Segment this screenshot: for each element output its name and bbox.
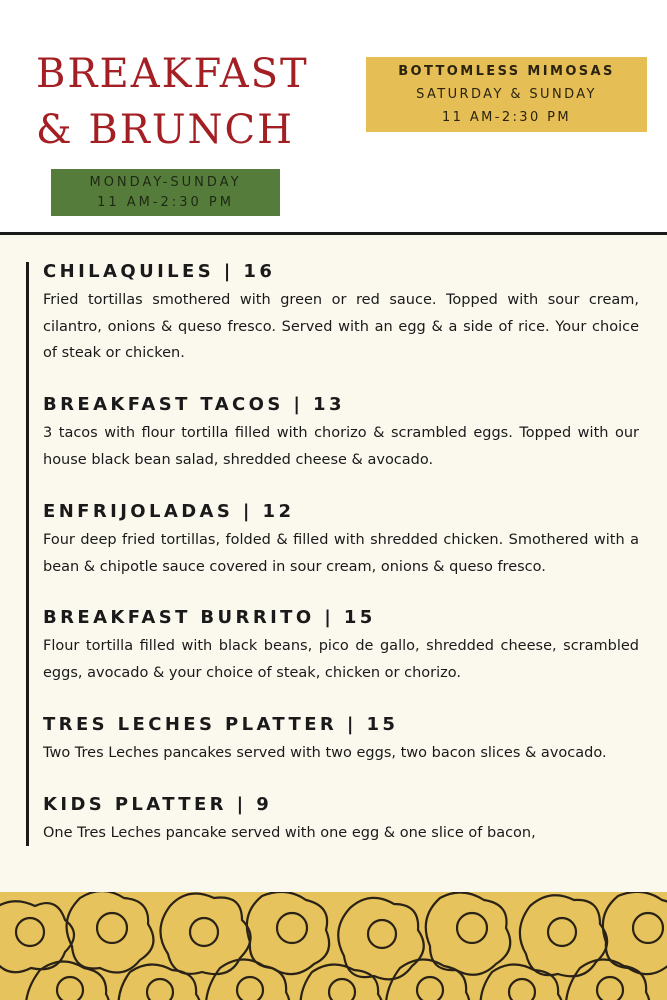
promo-time: 11 AM-2:30 PM (441, 110, 572, 125)
egg-yolk-icon (548, 918, 576, 946)
egg-yolk-icon (237, 977, 263, 1000)
menu-item-name: CHILAQUILES | 16 (43, 261, 276, 282)
promo-title: BOTTOMLESS MIMOSAS (398, 64, 615, 79)
hours-badge (51, 169, 280, 216)
hours-time: 11 AM-2:30 PM (97, 195, 234, 210)
menu-item-breakfast-tacos (43, 395, 639, 473)
egg-yolk-icon (633, 913, 663, 943)
menu-item-chilaquiles (43, 262, 639, 367)
menu-item-enfrijoladas (43, 502, 639, 580)
egg-yolk-icon (509, 979, 535, 1000)
egg-yolk-icon (368, 920, 396, 948)
egg-white-icon (300, 964, 383, 1000)
egg-white-icon (520, 895, 607, 976)
promo-days: SATURDAY & SUNDAY (416, 87, 597, 102)
egg-white-icon (206, 959, 290, 1000)
egg-white-icon (118, 964, 201, 1000)
menu-item-description: One Tres Leches pancake served with one egg & one slice of bacon, (43, 825, 536, 841)
egg-white-icon (338, 898, 424, 979)
egg-yolk-icon (597, 977, 623, 1000)
menu-item-description: 3 tacos with flour tortilla filled with chorizo & scrambled eggs. Topped with our house black bean salad, shredded cheese & avocado. (43, 425, 639, 468)
egg-yolk-icon (57, 977, 83, 1000)
egg-yolk-icon (277, 913, 307, 943)
egg-yolk-icon (147, 979, 173, 1000)
title-line-1: BREAKFAST (36, 51, 309, 97)
hours-days: MONDAY-SUNDAY (89, 175, 242, 190)
fried-egg-pattern-art (0, 892, 667, 1000)
page-title (36, 46, 309, 158)
title-line-2: & BRUNCH (36, 107, 295, 153)
menu-item-name: BREAKFAST BURRITO | 15 (43, 607, 376, 628)
menu-item-tres-leches-platter (43, 715, 639, 767)
egg-white-icon (566, 959, 650, 1000)
menu-item-name: TRES LECHES PLATTER | 15 (43, 714, 399, 735)
fried-egg-pattern (0, 892, 667, 1000)
menu-item-name: ENFRIJOLADAS | 12 (43, 501, 295, 522)
menu-item-description: Fried tortillas smothered with green or red sauce. Topped with sour cream, cilantro, onions & queso fresco. Served with an egg & a side of rice. Your choice of steak or chicken. (43, 292, 639, 361)
egg-white-icon (67, 892, 154, 973)
egg-yolk-icon (97, 913, 127, 943)
egg-white-icon (160, 894, 250, 975)
menu-list (26, 262, 649, 846)
egg-white-icon (480, 964, 563, 1000)
egg-yolk-icon (329, 979, 355, 1000)
menu-item-description: Four deep fried tortillas, folded & filled with shredded chicken. Smothered with a bean & chipotle sauce covered in sour cream, onions & queso fresco. (43, 532, 639, 575)
menu-header (0, 0, 667, 235)
egg-white-icon (26, 961, 110, 1000)
menu-item-kids-platter (43, 795, 639, 847)
egg-white-icon (247, 892, 329, 974)
menu-item-name: KIDS PLATTER | 9 (43, 794, 273, 815)
menu-item-breakfast-burrito (43, 608, 639, 686)
egg-yolk-icon (417, 977, 443, 1000)
egg-yolk-icon (190, 918, 218, 946)
menu-item-description: Two Tres Leches pancakes served with two eggs, two bacon slices & avocado. (43, 745, 607, 761)
menu-item-name: BREAKFAST TACOS | 13 (43, 394, 345, 415)
egg-white-icon (386, 959, 470, 1000)
menu-item-description: Flour tortilla filled with black beans, pico de gallo, shredded cheese, scrambled eggs, avocado & your choice of steak, chicken or chorizo. (43, 638, 639, 681)
egg-yolk-icon (16, 918, 44, 946)
egg-yolk-icon (457, 913, 487, 943)
mimosa-promo-badge (366, 57, 647, 132)
